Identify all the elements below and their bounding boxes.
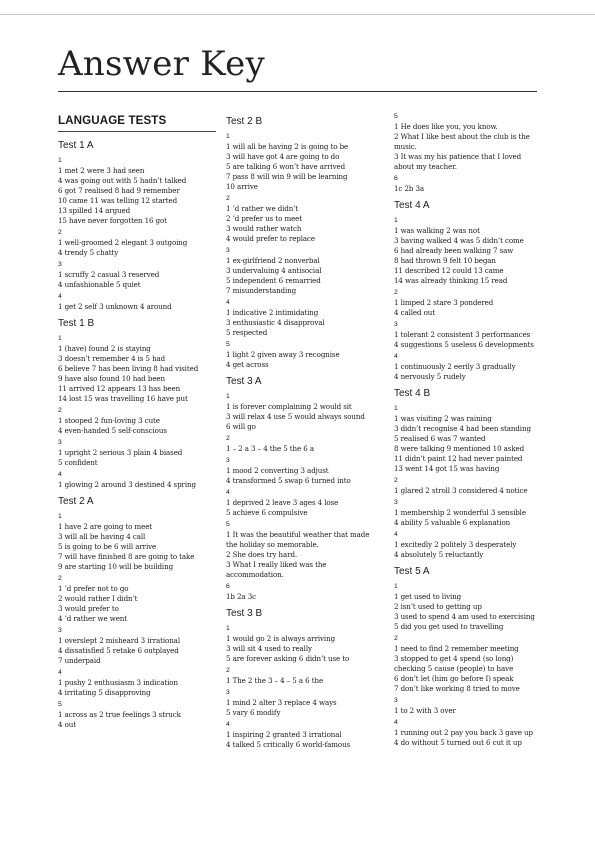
answer-line: 1 He does like you, you know.	[394, 122, 498, 131]
answer-line: 8 had thrown 9 felt 10 began	[394, 256, 496, 265]
answer-line: 5 is going to be 6 will arrive	[58, 542, 157, 551]
answer-line: checking 5 cause (people) to have	[394, 664, 514, 673]
answer-line: 7 misunderstanding	[226, 286, 297, 295]
answer-line: 4 called out	[394, 308, 435, 317]
answer-line: 3 will have got 4 are going to do	[226, 152, 340, 161]
answer-line: 13 went 14 got 15 was having	[394, 464, 500, 473]
answer-line: 4 suggestions 5 useless 6 developments	[394, 340, 534, 349]
answer-line: 5 did you get used to travelling	[394, 622, 504, 631]
exercise-number: 4	[394, 531, 398, 538]
test-title: Test 5 A	[394, 566, 430, 577]
answer-line: 4 do without 5 turned out 6 cut it up	[394, 738, 522, 747]
answer-line: 11 didn’t paint 12 had never painted	[394, 454, 523, 463]
answer-line: 5 confident	[58, 458, 98, 467]
answer-line: 2 What I like best about the club is the	[394, 132, 530, 141]
answer-line: 1 ex-girlfriend 2 nonverbal	[226, 256, 320, 265]
answer-line: 1 is forever complaining 2 would sit	[226, 402, 352, 411]
exercise-number: 3	[394, 499, 398, 506]
answer-line: 1 membership 2 wonderful 3 sensible	[394, 508, 526, 517]
exercise-number: 1	[226, 133, 230, 140]
exercise-number: 3	[226, 247, 230, 254]
exercise-number: 1	[58, 157, 62, 164]
answer-line: 1 indicative 2 intimidating	[226, 308, 319, 317]
answer-line: 4 absolutely 5 reluctantly	[394, 550, 484, 559]
test-block	[226, 116, 384, 370]
answer-line: 1 glared 2 stroll 3 considered 4 notice	[394, 486, 528, 495]
answer-line: the holiday so memorable.	[226, 540, 319, 549]
exercise-number: 6	[226, 583, 230, 590]
exercise-number: 3	[394, 697, 398, 704]
answer-line: 3 having walked 4 was 5 didn’t come	[394, 236, 524, 245]
exercise-number: 3	[226, 689, 230, 696]
test-block	[394, 112, 554, 194]
exercise-number: 4	[394, 353, 398, 360]
answer-line: 9 are starting 10 will be building	[58, 562, 174, 571]
answer-line: 3 would prefer to	[58, 604, 119, 613]
answer-line: music.	[394, 142, 417, 151]
answer-line: 3 didn’t recognise 4 had been standing	[394, 424, 531, 433]
test-title: Test 3 B	[226, 608, 263, 619]
answer-line: 1 glowing 2 around 3 destined 4 spring	[58, 480, 196, 489]
page-title: Answer Key	[58, 44, 265, 84]
answer-line: 1 was visiting 2 was raining	[394, 414, 492, 423]
test-title: Test 1 B	[58, 318, 95, 329]
test-block	[58, 318, 216, 490]
answer-line: 4 get across	[226, 360, 269, 369]
answer-line: 5 are talking 6 won’t have arrived	[226, 162, 346, 171]
answer-line: 6 got 7 realised 8 had 9 remember	[58, 186, 180, 195]
answer-line: 2 ’d prefer us to meet	[226, 214, 303, 223]
answer-line: 1 mood 2 converting 3 adjust	[226, 466, 329, 475]
exercise-number: 4	[58, 669, 62, 676]
answer-line: 4 even-handed 5 self-conscious	[58, 426, 167, 435]
answer-line: 1 It was the beautiful weather that made	[226, 530, 370, 539]
answer-line: 4 nervously 5 rudely	[394, 372, 466, 381]
exercise-number: 4	[394, 719, 398, 726]
exercise-number: 1	[58, 513, 62, 520]
answer-line: 1 need to find 2 remember meeting	[394, 644, 519, 653]
answer-line: 4 transformed 5 swap 6 turned into	[226, 476, 351, 485]
test-title: Test 4 A	[394, 200, 430, 211]
answer-line: 14 was already thinking 15 read	[394, 276, 508, 285]
answer-line: 7 don’t like working 8 tried to move	[394, 684, 520, 693]
test-title: Test 4 B	[394, 388, 431, 399]
answer-line: 1b 2a 3c	[226, 592, 256, 601]
answer-line: 9 have also found 10 had been	[58, 374, 166, 383]
answer-line: 5 achieve 6 compulsive	[226, 508, 308, 517]
column-1	[58, 110, 216, 730]
answer-line: 1 well-groomed 2 elegant 3 outgoing	[58, 238, 188, 247]
answer-line: 5 independent 6 remarried	[226, 276, 321, 285]
answer-line: 1 running out 2 pay you back 3 gave up	[394, 728, 533, 737]
answer-line: 8 were talking 9 mentioned 10 asked	[394, 444, 525, 453]
exercise-number: 2	[394, 477, 398, 484]
exercise-number: 5	[226, 521, 230, 528]
answer-line: 2 isn’t used to getting up	[394, 602, 482, 611]
answer-line: 11 described 12 could 13 came	[394, 266, 504, 275]
answer-line: 6 will go	[226, 422, 256, 431]
answer-line: 1 scruffy 2 casual 3 reserved	[58, 270, 160, 279]
exercise-number: 2	[58, 407, 62, 414]
test-block	[58, 496, 216, 730]
answer-line: 1 mind 2 alter 3 replace 4 ways	[226, 698, 337, 707]
answer-line: 2 would rather I didn’t	[58, 594, 138, 603]
answer-line: 10 came 11 was telling 12 started	[58, 196, 178, 205]
answer-line: 3 It was my his patience that I loved	[394, 152, 522, 161]
answer-line: 1 light 2 given away 3 recognise	[226, 350, 340, 359]
answer-line: 1 continuously 2 eerily 3 gradually	[394, 362, 516, 371]
test-block	[394, 566, 554, 748]
answer-line: accommodation.	[226, 570, 284, 579]
exercise-number: 2	[226, 435, 230, 442]
exercise-number: 5	[226, 341, 230, 348]
exercise-number: 4	[58, 471, 62, 478]
answer-line: 2 She does try hard.	[226, 550, 298, 559]
test-title: Test 3 A	[226, 376, 262, 387]
exercise-number: 2	[58, 575, 62, 582]
answer-line: 13 spilled 14 argued	[58, 206, 131, 215]
answer-line: 1 inspiring 2 granted 3 irrational	[226, 730, 342, 739]
test-block	[58, 140, 216, 312]
exercise-number: 1	[394, 405, 398, 412]
exercise-number: 4	[226, 299, 230, 306]
answer-line: 1c 2b 3a	[394, 184, 424, 193]
exercise-number: 1	[58, 335, 62, 342]
answer-line: 4 ability 5 valuable 6 explanation	[394, 518, 511, 527]
answer-line: 1 stooped 2 fun-loving 3 cute	[58, 416, 160, 425]
exercise-number: 1	[226, 625, 230, 632]
answer-line: 1 – 2 a 3 – 4 the 5 the 6 a	[226, 444, 314, 453]
answer-line: 3 undervaluing 4 antisocial	[226, 266, 322, 275]
answer-line: 1 overslept 2 misheard 3 irrational	[58, 636, 180, 645]
exercise-number: 2	[394, 289, 398, 296]
answer-line: about my teacher.	[394, 162, 457, 171]
answer-line: 7 will have finished 8 are going to take	[58, 552, 195, 561]
exercise-number: 3	[226, 457, 230, 464]
answer-line: 4 irritating 5 disapproving	[58, 688, 151, 697]
exercise-number: 2	[394, 635, 398, 642]
answer-line: 1 get 2 self 3 unknown 4 around	[58, 302, 172, 311]
answer-line: 1 will all be having 2 is going to be	[226, 142, 349, 151]
answer-line: 1 tolerant 2 consistent 3 performances	[394, 330, 531, 339]
answer-line: 3 will all be having 4 call	[58, 532, 146, 541]
answer-line: 1 deprived 2 leave 3 ages 4 lose	[226, 498, 339, 507]
answer-line: 5 respected	[226, 328, 268, 337]
exercise-number: 3	[58, 261, 62, 268]
answer-line: 4 trendy 5 chatty	[58, 248, 119, 257]
test-title: Test 2 A	[58, 496, 94, 507]
answer-line: 3 stopped to get 4 spend (so long)	[394, 654, 514, 663]
answer-line: 7 underpaid	[58, 656, 101, 665]
exercise-number: 1	[394, 583, 398, 590]
answer-line: 1 (have) found 2 is staying	[58, 344, 151, 353]
exercise-number: 1	[226, 393, 230, 400]
exercise-number: 4	[226, 489, 230, 496]
exercise-number: 2	[226, 667, 230, 674]
answer-line: 1 ’d prefer not to go	[58, 584, 129, 593]
answer-line: 4 was going out with 5 hadn’t talked	[58, 176, 187, 185]
answer-line: 4 would prefer to replace	[226, 234, 316, 243]
answer-line: 6 had already been walking 7 saw	[394, 246, 514, 255]
answer-line: 3 would rather watch	[226, 224, 302, 233]
title-rule	[58, 91, 537, 92]
exercise-number: 4	[226, 721, 230, 728]
exercise-number: 2	[58, 229, 62, 236]
answer-line: 14 lost 15 was travelling 16 have put	[58, 394, 188, 403]
column-2	[226, 110, 384, 750]
column-3	[394, 110, 554, 748]
exercise-number: 2	[226, 195, 230, 202]
answer-line: 1 get used to living	[394, 592, 462, 601]
answer-line: 5 vary 6 modify	[226, 708, 281, 717]
answer-line: 1 would go 2 is always arriving	[226, 634, 336, 643]
exercise-number: 6	[394, 175, 398, 182]
exercise-number: 3	[58, 439, 62, 446]
exercise-number: 1	[394, 217, 398, 224]
answer-line: 6 believe 7 has been living 8 had visited	[58, 364, 199, 373]
section-heading: LANGUAGE TESTS	[58, 110, 216, 132]
answer-line: 4 talked 5 critically 6 world-famous	[226, 740, 351, 749]
answer-line: 5 are forever asking 6 didn’t use to	[226, 654, 350, 663]
answer-line: 3 doesn’t remember 4 is 5 had	[58, 354, 166, 363]
answer-line: 11 arrived 12 appears 13 has been	[58, 384, 181, 393]
answer-line: 1 have 2 are going to meet	[58, 522, 153, 531]
test-title: Test 2 B	[226, 116, 263, 127]
answer-line: 1 limped 2 stare 3 pondered	[394, 298, 494, 307]
answer-line: 5 realised 6 was 7 wanted	[394, 434, 486, 443]
exercise-number: 3	[394, 321, 398, 328]
answer-line: 3 used to spend 4 am used to exercising	[394, 612, 535, 621]
answer-line: 1 pushy 2 enthusiasm 3 indication	[58, 678, 178, 687]
answer-line: 3 will sit 4 used to really	[226, 644, 312, 653]
answer-line: 1 to 2 with 3 over	[394, 706, 456, 715]
answer-line: 1 met 2 were 3 had seen	[58, 166, 145, 175]
answer-line: 1 The 2 the 3 – 4 – 5 a 6 the	[226, 676, 324, 685]
exercise-number: 5	[394, 113, 398, 120]
exercise-number: 5	[58, 701, 62, 708]
answer-line: 4 dissatisfied 5 retake 6 outplayed	[58, 646, 179, 655]
answer-line: 4 unfashionable 5 quiet	[58, 280, 141, 289]
answer-line: 3 will relax 4 use 5 would always sound	[226, 412, 365, 421]
answer-line: 10 arrive	[226, 182, 258, 191]
answer-line: 1 upright 2 serious 3 plain 4 biased	[58, 448, 183, 457]
exercise-number: 3	[58, 627, 62, 634]
answer-line: 4 ’d rather we went	[58, 614, 128, 623]
top-rule	[0, 14, 595, 15]
test-block	[394, 388, 554, 560]
answer-line: 3 What I really liked was the	[226, 560, 327, 569]
test-block	[394, 200, 554, 382]
test-block	[226, 608, 384, 750]
answer-line: 4 out	[58, 720, 76, 729]
answer-line: 1 ’d rather we didn’t	[226, 204, 299, 213]
answer-line: 3 enthusiastic 4 disapproval	[226, 318, 325, 327]
test-block	[226, 376, 384, 602]
answer-line: 1 across as 2 true feelings 3 struck	[58, 710, 181, 719]
test-title: Test 1 A	[58, 140, 94, 151]
exercise-number: 4	[58, 293, 62, 300]
answer-line: 1 excitedly 2 politely 3 desperately	[394, 540, 517, 549]
answer-line: 1 was walking 2 was not	[394, 226, 480, 235]
answer-line: 7 pass 8 will win 9 will be learning	[226, 172, 348, 181]
answer-line: 15 have never forgotten 16 got	[58, 216, 167, 225]
answer-line: 6 don’t let (him go before I) speak	[394, 674, 514, 683]
